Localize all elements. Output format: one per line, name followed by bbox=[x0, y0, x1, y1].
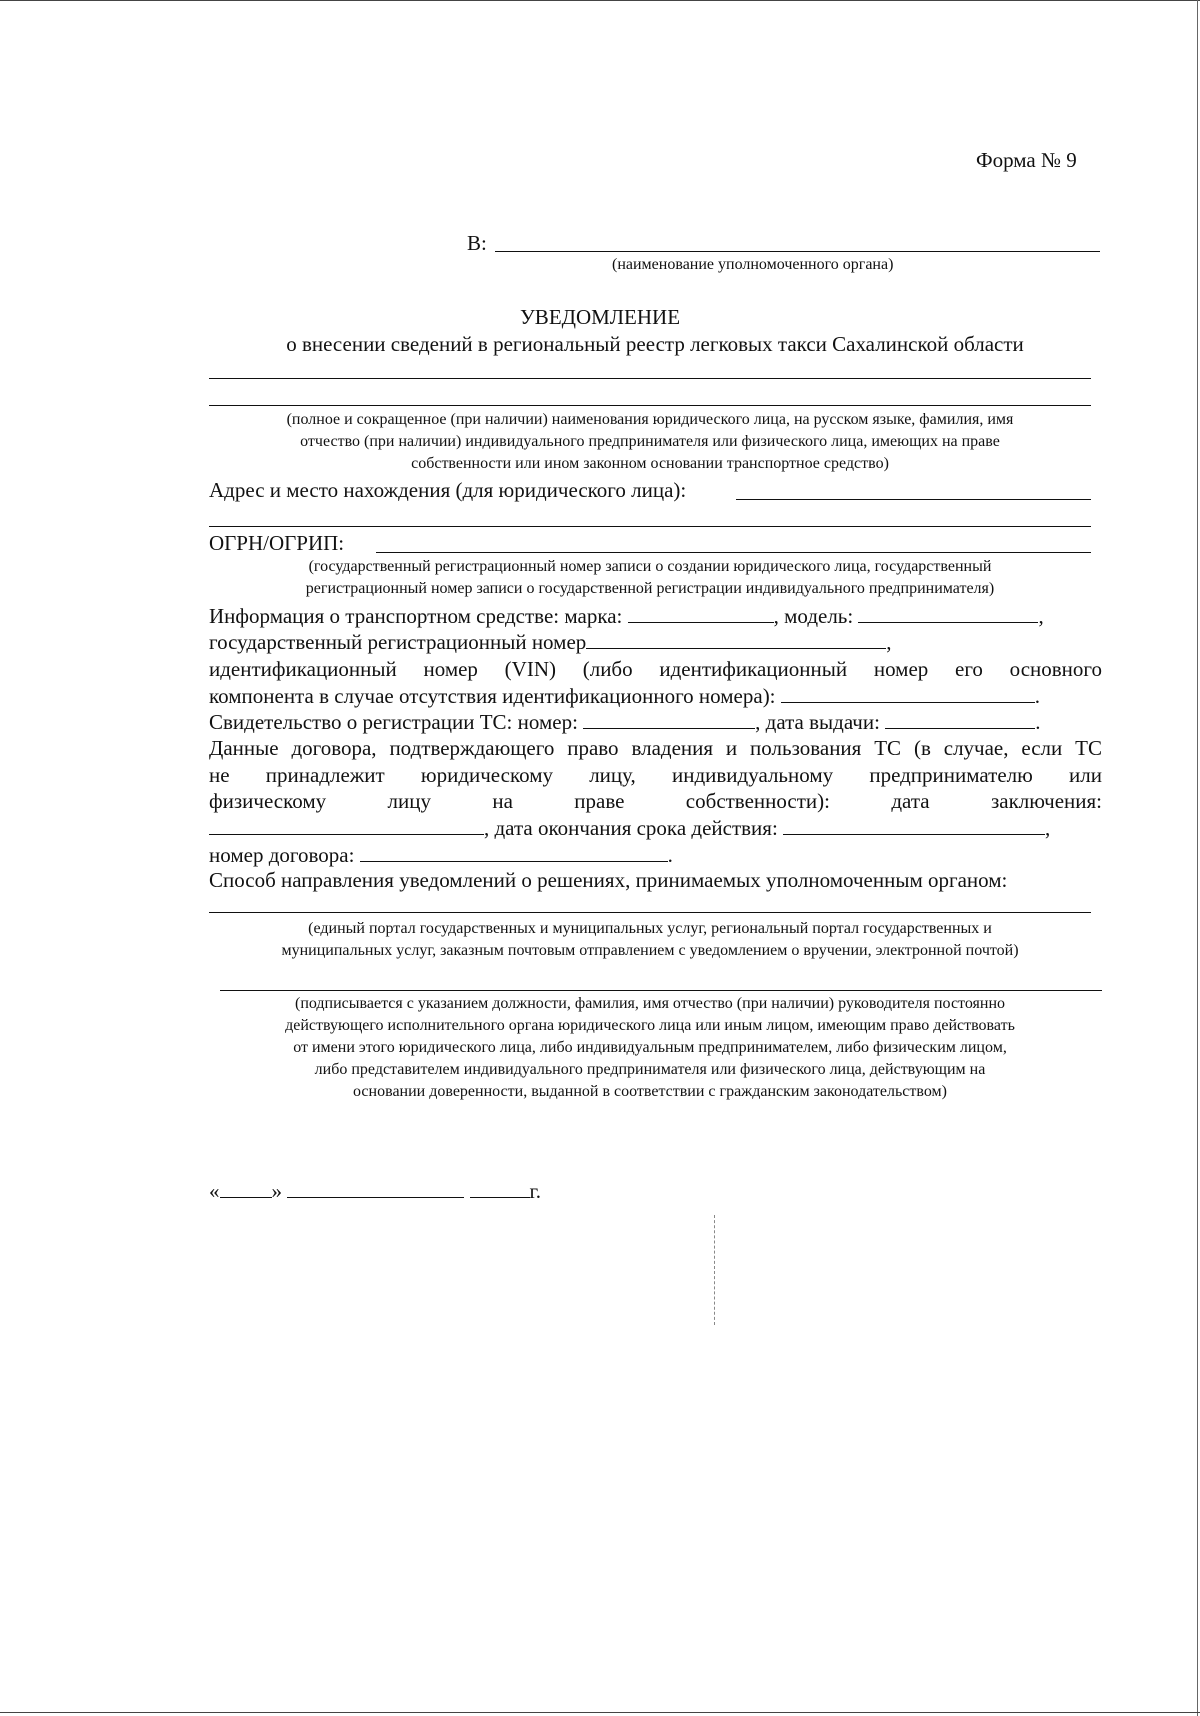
date-line bbox=[209, 1178, 541, 1204]
vehicle-make-field[interactable] bbox=[628, 604, 774, 623]
signature-caption-3: от имени этого юридического лица, либо индивидуальным предпринимателем, либо физическим лицом, bbox=[293, 1039, 1007, 1056]
vehicle-model-label: , модель: bbox=[773, 604, 854, 628]
date-day-field[interactable] bbox=[220, 1179, 272, 1198]
scan-border-bottom bbox=[0, 1712, 1200, 1713]
document-title: УВЕДОМЛЕНИЕ bbox=[519, 305, 681, 329]
certificate-date-field[interactable] bbox=[885, 710, 1035, 729]
contract-end-date-label: , дата окончания срока действия: bbox=[484, 816, 778, 840]
vin-field[interactable] bbox=[781, 684, 1035, 703]
signature-caption-5: основании доверенности, выданной в соответствии с гражданским законодательством) bbox=[353, 1083, 947, 1100]
applicant-caption-1: (полное и сокращенное (при наличии) наименования юридического лица, на русском языке, фамилия, имя bbox=[286, 411, 1014, 428]
contract-number-label: номер договора: bbox=[209, 843, 355, 867]
vehicle-info-label: Информация о транспортном средстве: марка: bbox=[209, 604, 623, 628]
reg-number-label: государственный регистрационный номер bbox=[209, 630, 587, 654]
date-close-quote: » bbox=[271, 1179, 282, 1203]
vehicle-info-line: Информация о транспортном средстве: марка: , модель: , bbox=[209, 604, 1044, 628]
contract-start-date-field[interactable] bbox=[209, 816, 484, 835]
contract-dates-line: , дата окончания срока действия: , bbox=[209, 815, 1050, 841]
contract-end-date-field[interactable] bbox=[783, 816, 1045, 835]
authority-name-field[interactable] bbox=[495, 251, 1100, 252]
applicant-name-field-1[interactable] bbox=[209, 378, 1091, 379]
scan-artifact-line bbox=[714, 1215, 715, 1325]
contract-number-field[interactable] bbox=[360, 843, 668, 862]
form-number: Форма № 9 bbox=[976, 148, 1077, 172]
reg-number-field[interactable] bbox=[586, 630, 886, 649]
date-open-quote: « bbox=[209, 1179, 220, 1203]
address-label: Адрес и место нахождения (для юридического лица): bbox=[209, 478, 687, 502]
certificate-label: Свидетельство о регистрации ТС: номер: bbox=[209, 710, 578, 734]
contract-number-line: номер договора: . bbox=[209, 843, 673, 867]
applicant-name-field-2[interactable] bbox=[209, 405, 1091, 406]
notify-caption-2: муниципальных услуг, заказным почтовым отправлением с уведомлением о вручении, электронной почтой) bbox=[281, 942, 1019, 959]
applicant-caption-3: собственности или ином законном основании транспортное средство) bbox=[411, 455, 889, 472]
notify-method-field[interactable] bbox=[209, 912, 1091, 913]
vehicle-model-field[interactable] bbox=[858, 604, 1038, 623]
vin-label-line-2: компонента в случае отсутствия идентификационного номера): bbox=[209, 684, 776, 708]
contract-line-3: физическому лицу на праве собственности): дата заключения: bbox=[209, 789, 1102, 813]
to-label: В: bbox=[467, 231, 487, 255]
certificate-number-field[interactable] bbox=[583, 710, 755, 729]
document-subtitle: о внесении сведений в региональный реестр легковых такси Сахалинской области bbox=[286, 332, 1024, 356]
ogrn-field[interactable] bbox=[376, 552, 1091, 553]
signature-field[interactable] bbox=[220, 990, 1102, 991]
notify-label: Способ направления уведомлений о решениях, принимаемых уполномоченным органом: bbox=[209, 868, 1008, 892]
date-year-suffix: г. bbox=[529, 1179, 541, 1203]
certificate-date-label: , дата выдачи: bbox=[755, 710, 880, 734]
signature-caption-4: либо представителем индивидуального предпринимателя или физического лица, действующим на bbox=[314, 1061, 986, 1078]
date-year-field[interactable] bbox=[470, 1179, 530, 1198]
certificate-line: Свидетельство о регистрации ТС: номер: , дата выдачи: . bbox=[209, 710, 1041, 734]
signature-caption-1: (подписывается с указанием должности, фамилия, имя отчество (при наличии) руководителя постоянно bbox=[294, 995, 1005, 1012]
scan-border-top bbox=[0, 0, 1200, 1]
address-field-1[interactable] bbox=[736, 499, 1091, 500]
contract-line-1: Данные договора, подтверждающего право владения и пользования ТС (в случае, если ТС bbox=[209, 736, 1102, 760]
vin-label-line-1: идентификационный номер (VIN) (либо идентификационный номер его основного bbox=[209, 657, 1102, 681]
ogrn-label: ОГРН/ОГРИП: bbox=[209, 531, 345, 555]
signature-caption-2: действующего исполнительного органа юридического лица или иным лицом, имеющим право действовать bbox=[285, 1017, 1015, 1034]
vin-line-2: компонента в случае отсутствия идентификационного номера): . bbox=[209, 684, 1041, 708]
applicant-caption-2: отчество (при наличии) индивидуального предпринимателя или физического лица, имеющих на праве bbox=[300, 433, 1000, 450]
address-field-2[interactable] bbox=[209, 526, 1091, 527]
notify-caption-1: (единый портал государственных и муниципальных услуг, региональный портал государственных и bbox=[308, 920, 992, 937]
reg-number-line: государственный регистрационный номер , bbox=[209, 630, 892, 654]
ogrn-caption-2: регистрационный номер записи о государственной регистрации индивидуального предпринимателя) bbox=[305, 580, 995, 597]
date-month-field[interactable] bbox=[287, 1179, 464, 1198]
contract-line-2: не принадлежит юридическому лицу, индивидуальному предпринимателю или bbox=[209, 763, 1102, 787]
authority-caption: (наименование уполномоченного органа) bbox=[612, 256, 894, 273]
ogrn-caption-1: (государственный регистрационный номер записи о создании юридического лица, государственный bbox=[308, 558, 992, 575]
scan-border-right bbox=[1197, 0, 1198, 1716]
